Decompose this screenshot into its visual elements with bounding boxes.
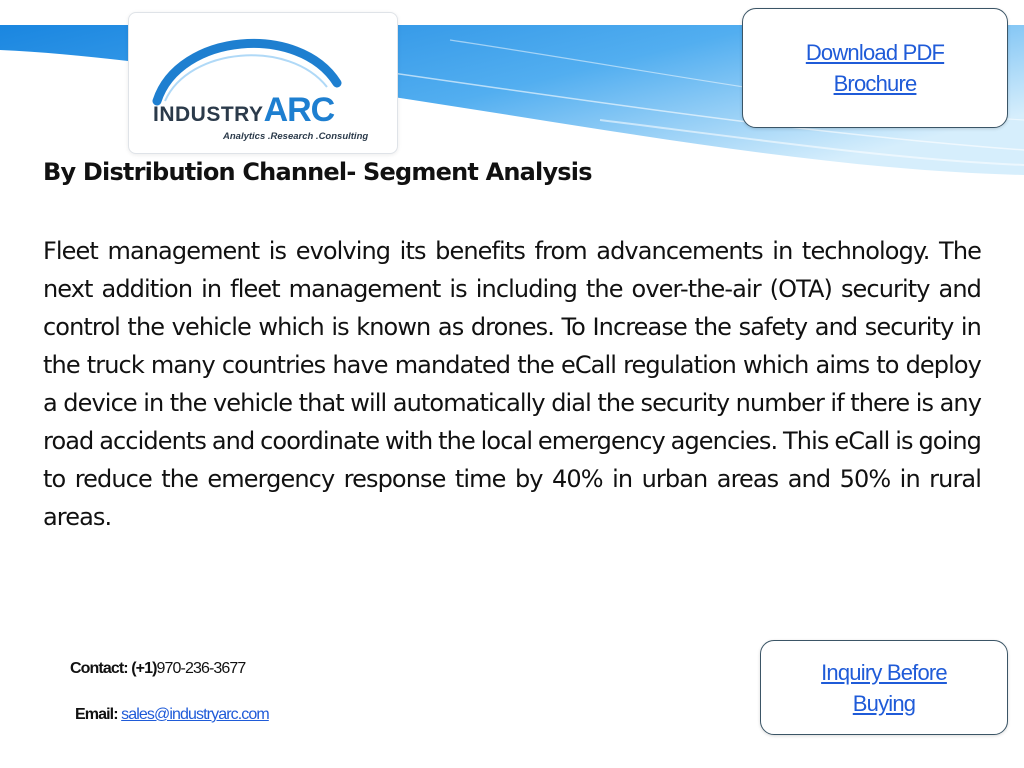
- email-label: Email:: [75, 706, 118, 723]
- inquiry-before-buying-button[interactable]: [760, 640, 1008, 735]
- page-heading: By Distribution Channel- Segment Analysis: [43, 158, 592, 186]
- segment-analysis-paragraph: Fleet management is evolving its benefits from advancements in technology. The next addition in fleet management is including the over-the-air (OTA) security and control the vehicle which is known as drones. To Increase the safety and security in the truck many countries have mandated the eCall regulation which aims to deploy a device in the vehicle that will automatically dial the security number if there is any road accidents and coordinate with the local emergency agencies. This eCall is going to reduce the emergency response time by 40% in urban areas and 50% in rural areas.: [43, 237, 981, 531]
- inquiry-label-line2: Buying: [852, 690, 916, 716]
- contact-number: 970-236-3677: [156, 660, 246, 677]
- logo-wordmark: [153, 91, 393, 131]
- inquiry-before-buying-link[interactable]: [794, 657, 974, 719]
- logo-tagline: Analytics .Research .Consulting: [223, 131, 369, 142]
- contact-label: Contact: (+1): [70, 660, 157, 677]
- logo-wordmark-suffix: ARC: [263, 91, 335, 129]
- download-brochure-label-line1: Download PDF: [805, 40, 945, 65]
- company-logo: [128, 12, 398, 154]
- email-link[interactable]: sales@industryarc.com: [121, 706, 269, 723]
- contact-email: [75, 706, 269, 724]
- logo-wordmark-prefix: INDUSTRY: [153, 103, 264, 126]
- download-brochure-label-line2: Brochure: [833, 71, 917, 96]
- download-brochure-button[interactable]: [742, 8, 1008, 128]
- inquiry-label-line1: Inquiry Before: [821, 659, 947, 685]
- download-brochure-link[interactable]: [785, 37, 965, 99]
- contact-phone: [70, 660, 245, 678]
